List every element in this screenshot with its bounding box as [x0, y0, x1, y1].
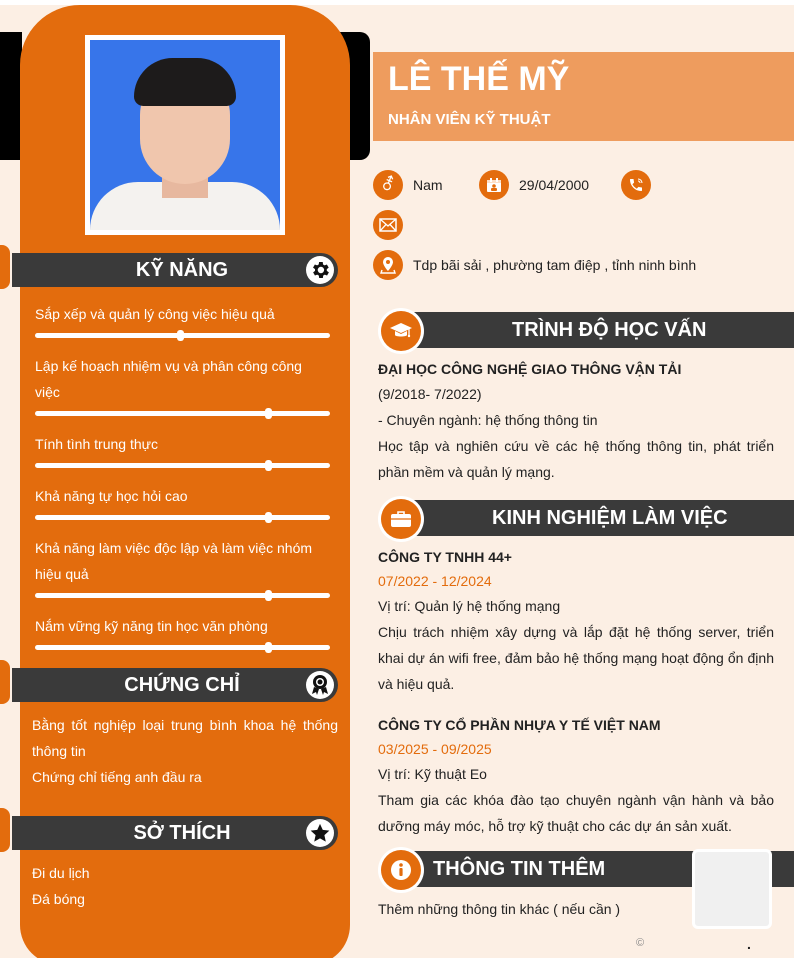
education-period: (9/2018- 7/2022)	[378, 386, 482, 402]
name-banner	[373, 52, 794, 141]
slider-knob[interactable]	[265, 512, 272, 523]
experience-job	[378, 713, 774, 839]
slider-knob[interactable]	[265, 460, 272, 471]
certificates-list	[32, 712, 338, 790]
skill-slider[interactable]	[35, 463, 330, 468]
experience-header	[380, 500, 794, 536]
birthdate-value: 29/04/2000	[519, 177, 590, 193]
job-position: Vị trí: Quản lý hệ thống mạng	[378, 598, 561, 614]
hobbies-title: SỞ THÍCH	[133, 822, 231, 844]
education-header	[380, 312, 794, 348]
skill-item: Tính tình trung thực	[35, 431, 330, 468]
full-name: LÊ THẾ MỸ	[388, 60, 570, 98]
gear-icon	[306, 256, 334, 284]
gender-icon: ⚦	[373, 170, 403, 200]
hobbies-list	[32, 860, 338, 912]
education-title: TRÌNH ĐỘ HỌC VẤN	[512, 319, 707, 341]
award-icon	[306, 671, 334, 699]
job-period: 07/2022 - 12/2024	[378, 573, 492, 589]
job-description: Tham gia các khóa đào tạo chuyên ngành vận hành và bảo dưỡng máy móc, hỗ trợ kỹ thuật cho các dự án sản xuất.	[378, 792, 774, 834]
certificate-item: Bằng tốt nghiệp loại trung bình khoa hệ thống thông tin	[32, 717, 338, 759]
skills-header	[12, 253, 338, 287]
skill-item: Lập kế hoạch nhiệm vụ và phân công công việc	[35, 353, 330, 416]
address-value: Tdp bãi sải , phường tam điệp , tỉnh ninh bình	[413, 257, 697, 273]
skill-slider[interactable]	[35, 333, 330, 338]
hobby-item: Đi du lịch	[32, 865, 90, 881]
sidebar	[20, 5, 350, 958]
skills-list	[35, 301, 330, 665]
job-description: Chịu trách nhiệm xây dựng và lắp đặt hệ thống server, triển khai dự án wifi free, đảm bảo hệ thống mạng hoạt động ổn định và hiệu quả.	[378, 624, 774, 692]
location-pin-icon	[373, 250, 403, 280]
school-name: ĐẠI HỌC CÔNG NGHỆ GIAO THÔNG VẬN TẢI	[378, 361, 682, 377]
star-icon	[306, 819, 334, 847]
education-content	[378, 357, 774, 485]
skill-item: Nắm vững kỹ năng tin học văn phòng	[35, 613, 330, 650]
placeholder-box	[692, 849, 772, 929]
skill-slider[interactable]	[35, 515, 330, 520]
copyright-symbol: ©	[636, 937, 645, 949]
footer-dot: .	[747, 936, 751, 952]
slider-knob[interactable]	[265, 590, 272, 601]
info-icon	[381, 850, 421, 890]
avatar	[90, 40, 280, 230]
certificate-item: Chứng chỉ tiếng anh đầu ra	[32, 769, 202, 785]
slider-knob[interactable]	[177, 330, 184, 341]
graduation-cap-icon	[381, 311, 421, 351]
additional-title: THÔNG TIN THÊM	[433, 858, 606, 880]
phone-icon	[621, 170, 651, 200]
avatar-frame	[85, 35, 285, 235]
skill-item: Khả năng tự học hỏi cao	[35, 483, 330, 520]
cv-page	[0, 5, 794, 958]
calendar-icon	[479, 170, 509, 200]
skill-item: Khả năng làm việc độc lập và làm việc nhóm hiệu quả	[35, 535, 330, 598]
job-period: 03/2025 - 09/2025	[378, 741, 492, 757]
certificates-title: CHỨNG CHỈ	[124, 674, 240, 696]
skills-title: KỸ NĂNG	[135, 259, 229, 281]
skill-item: Sắp xếp và quản lý công việc hiệu quả	[35, 301, 330, 338]
briefcase-icon	[381, 499, 421, 539]
skill-slider[interactable]	[35, 645, 330, 650]
skill-slider[interactable]	[35, 411, 330, 416]
job-position: Vị trí: Kỹ thuật Eo	[378, 766, 487, 782]
skill-slider[interactable]	[35, 593, 330, 598]
additional-text: Thêm những thông tin khác ( nếu cần )	[378, 901, 621, 917]
experience-title: KINH NGHIỆM LÀM VIỆC	[492, 507, 728, 529]
decorative-bar-left	[0, 32, 22, 160]
slider-knob[interactable]	[265, 408, 272, 419]
education-description: Học tập và nghiên cứu về các hệ thống thông tin, phát triển phần mềm và quản lý mạng.	[378, 438, 774, 480]
slider-knob[interactable]	[265, 642, 272, 653]
company-name: CÔNG TY TNHH 44+	[378, 549, 512, 565]
hobbies-header	[12, 816, 338, 850]
experience-job	[378, 545, 774, 697]
education-major: - Chuyên ngành: hệ thống thông tin	[378, 412, 598, 428]
company-name: CÔNG TY CỔ PHẦN NHỰA Y TẾ VIỆT NAM	[378, 717, 661, 733]
gender-value: Nam	[413, 177, 443, 193]
hobby-item: Đá bóng	[32, 891, 85, 907]
email-icon	[373, 210, 403, 240]
certificates-header	[12, 668, 338, 702]
job-title: NHÂN VIÊN KỸ THUẬT	[388, 111, 551, 128]
